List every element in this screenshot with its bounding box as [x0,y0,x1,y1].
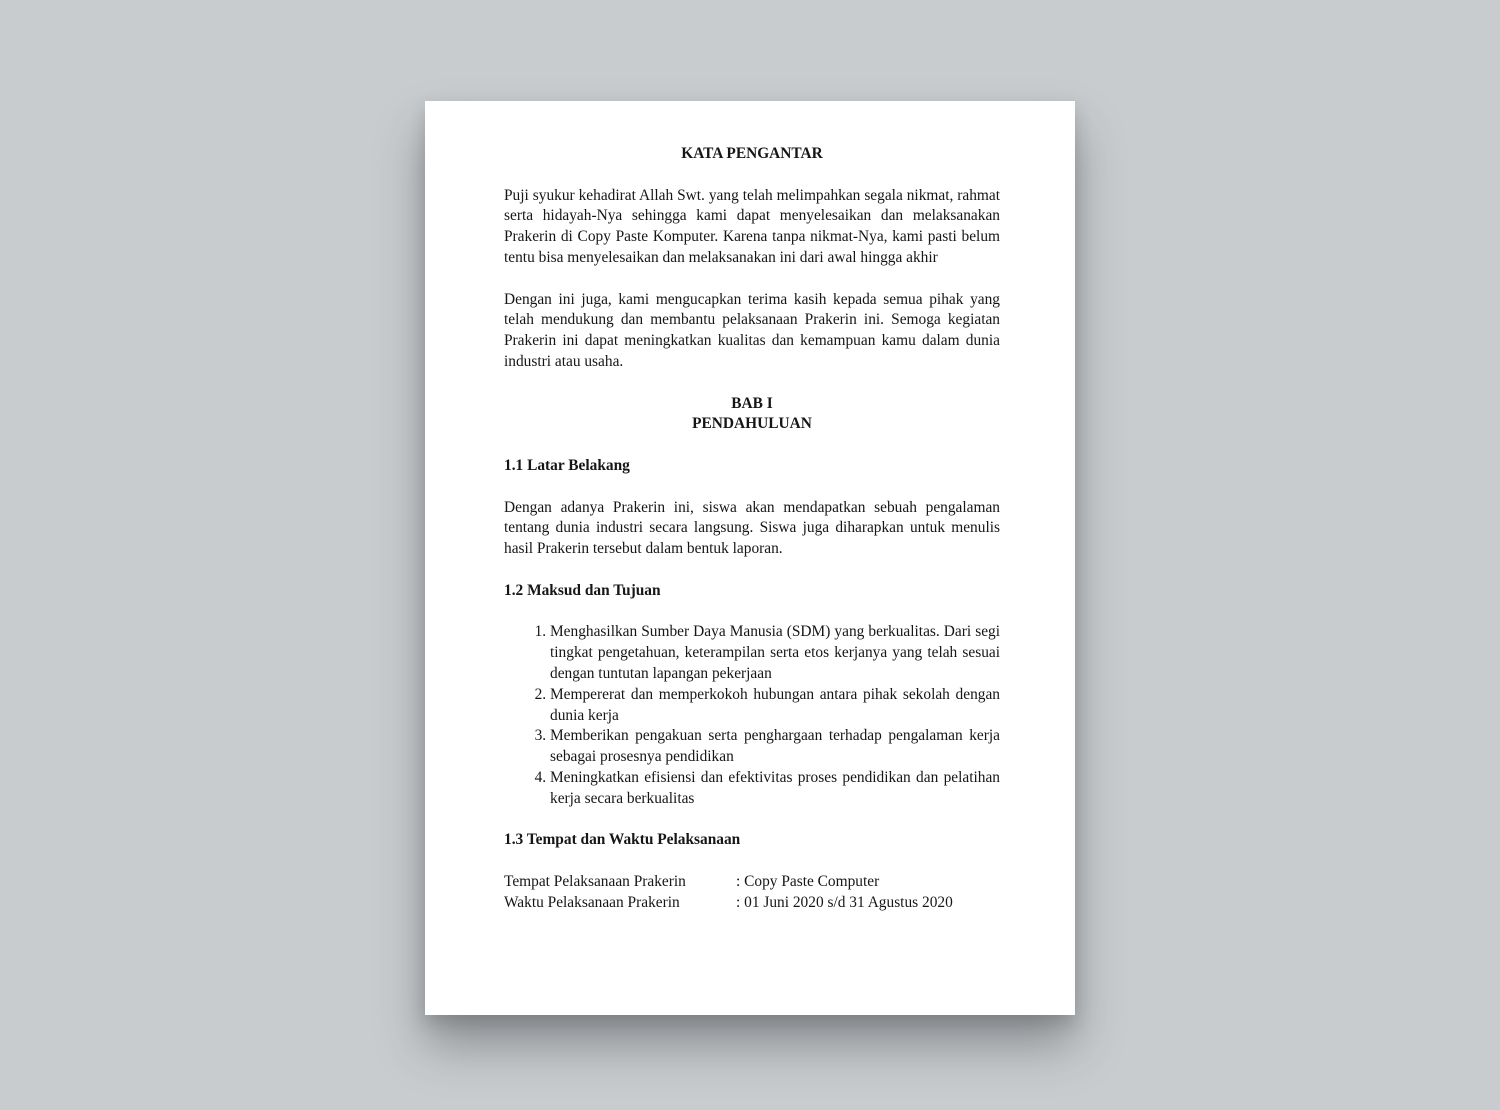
table-row [504,893,953,914]
time-label: Waktu Pelaksanaan Prakerin [504,893,680,911]
foreword-paragraph-1: Puji syukur kehadirat Allah Swt. yang telah melimpahkan segala nikmat, rahmat serta hidayah-Nya sehingga kami dapat menyelesaikan dan melaksanakan Prakerin di Copy Paste Komputer. Karena tanpa nikmat-Nya, kami pasti belum tentu bisa menyelesaikan dan melaksanakan ini dari awal hingga akhir [504,186,1000,266]
objectives-list [504,622,1000,809]
document-page [425,101,1075,1015]
background-paragraph: Dengan adanya Prakerin ini, siswa akan mendapatkan sebuah pengalaman tentang dunia industri secara langsung. Siswa juga diharapkan untuk menulis hasil Prakerin tersebut dalam bentuk laporan. [504,498,1000,558]
section-heading-objectives: 1.2 Maksud dan Tujuan [504,581,661,599]
place-time-table [504,872,953,914]
list-item: 2. Mempererat dan memperkokoh hubungan antara pihak sekolah dengan dunia kerja [550,685,1000,727]
foreword-paragraph-2: Dengan ini juga, kami mengucapkan terima kasih kepada semua pihak yang telah mendukung dan membantu pelaksanaan Prakerin ini. Semoga kegiatan Prakerin ini dapat meningkatkan kualitas dan kemampuan kamu dalam dunia industri atau usaha. [504,290,1000,370]
table-row [504,872,953,893]
chapter-title: PENDAHULUAN [692,415,812,433]
chapter-number: BAB I [731,394,773,412]
place-label: Tempat Pelaksanaan Prakerin [504,872,686,890]
foreword-title: KATA PENGANTAR [681,145,823,162]
section-heading-background: 1.1 Latar Belakang [504,456,630,474]
document-content [504,144,1000,913]
list-item: 4. Meningkatkan efisiensi dan efektivitas proses pendidikan dan pelatihan kerja secara berkualitas [550,768,1000,810]
section-heading-place-time: 1.3 Tempat dan Waktu Pelaksanaan [504,831,741,849]
list-item: 3. Memberikan pengakuan serta penghargaan terhadap pengalaman kerja sebagai prosesnya pendidikan [550,726,1000,768]
list-item: 1. Menghasilkan Sumber Daya Manusia (SDM) yang berkualitas. Dari segi tingkat pengetahuan, keterampilan serta etos kerjanya yang telah sesuai dengan tuntutan lapangan pekerjaan [550,622,1000,684]
time-value: : 01 Juni 2020 s/d 31 Agustus 2020 [736,893,953,911]
place-value: : Copy Paste Computer [736,872,880,890]
